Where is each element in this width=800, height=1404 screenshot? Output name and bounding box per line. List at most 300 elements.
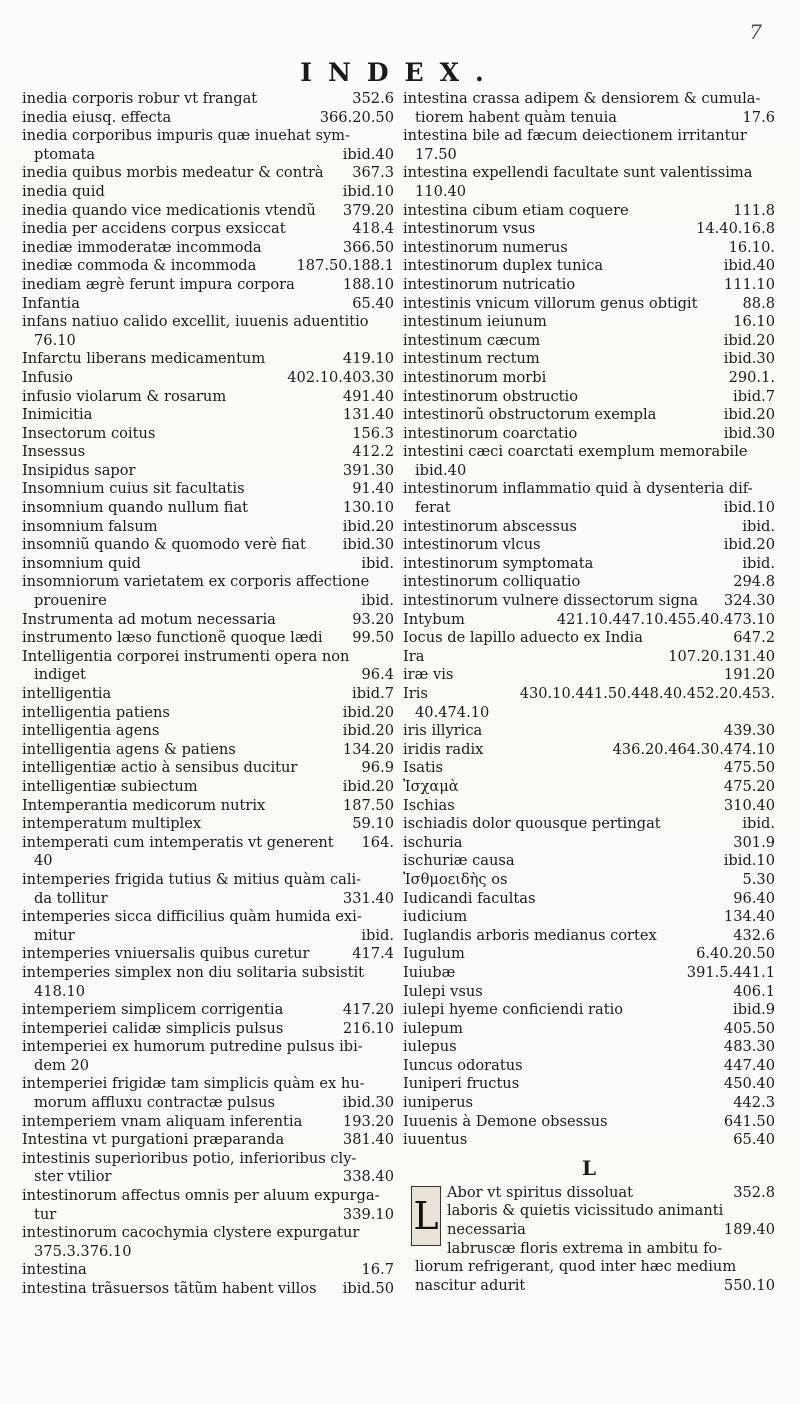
index-entry xyxy=(22,164,394,183)
entry-page-ref: 96.4 xyxy=(361,666,394,684)
entry-page-ref: 59.10 xyxy=(352,815,394,833)
entry-term: intestinorum nutricatio xyxy=(403,275,576,293)
entry-term: Iulepi vsus xyxy=(403,982,483,1000)
entry-page-ref: 418.4 xyxy=(352,220,394,238)
entry-term: intestinorũ obstructorum exempla xyxy=(403,406,657,424)
index-entry xyxy=(22,109,394,128)
entry-term: iulepi hyeme conficiendi ratio xyxy=(403,1001,624,1019)
index-entry xyxy=(22,1038,394,1057)
entry-term: inediam ægrè ferunt impura corpora xyxy=(22,275,295,293)
entry-page-ref: ibid.10 xyxy=(342,182,394,200)
index-entry xyxy=(22,611,394,630)
index-entry xyxy=(403,1057,775,1076)
entry-term: iridis radix xyxy=(403,740,484,758)
index-entry xyxy=(403,1038,775,1057)
entry-term: Abor vt spiritus dissoluat xyxy=(447,1183,633,1201)
index-entry xyxy=(403,127,775,146)
entry-term: intestinorum vsus xyxy=(403,220,536,238)
entry-term: inedia per accidens corpus exsiccat xyxy=(22,220,286,238)
entry-term: intemperiei frigidæ tam simplicis quàm ex hu- xyxy=(22,1075,365,1093)
entry-term: Intestina vt purgationi præparanda xyxy=(22,1131,285,1149)
entry-term: ferat xyxy=(415,499,451,517)
entry-page-ref: ibid.20 xyxy=(342,517,394,535)
index-entry xyxy=(22,1020,394,1039)
entry-page-ref: 193.20 xyxy=(342,1112,394,1130)
entry-term: mitur xyxy=(34,926,75,944)
index-entry xyxy=(22,518,394,537)
entry-page-ref: 402.10.403.30 xyxy=(287,368,394,386)
entry-page-ref: 550.10 xyxy=(723,1276,775,1294)
index-entry xyxy=(22,220,394,239)
entry-page-ref: 93.20 xyxy=(352,610,394,628)
entry-page-ref: 381.40 xyxy=(342,1131,394,1149)
entry-page-ref: ibid.30 xyxy=(342,536,394,554)
index-entry xyxy=(22,462,394,481)
index-entry xyxy=(22,797,394,816)
index-entry xyxy=(22,871,394,890)
entry-term: Iuuenis à Demone obsessus xyxy=(403,1112,608,1130)
index-entry xyxy=(403,1184,775,1203)
entry-term: tur xyxy=(34,1205,57,1223)
entry-term: iuuentus xyxy=(403,1131,468,1149)
entry-term: Ira xyxy=(403,647,425,665)
entry-term: insomnium quid xyxy=(22,554,141,572)
entry-page-ref: 65.40 xyxy=(733,1131,775,1149)
index-entry xyxy=(22,629,394,648)
entry-page-ref: 134.40 xyxy=(723,908,775,926)
index-entry xyxy=(403,257,775,276)
entry-term: ibid.40 xyxy=(415,461,467,479)
index-entry xyxy=(22,536,394,555)
entry-term: Insomnium cuius sit facultatis xyxy=(22,480,245,498)
index-entry xyxy=(403,499,775,518)
entry-page-ref: ibid. xyxy=(742,815,775,833)
index-entry xyxy=(403,276,775,295)
entry-page-ref: ibid.40 xyxy=(342,145,394,163)
index-entry xyxy=(403,369,775,388)
entry-term: intemperati cum intemperatis vt generent xyxy=(22,833,334,851)
index-entry xyxy=(22,146,394,165)
index-entry xyxy=(22,945,394,964)
entry-term: inedia eiusq. effecta xyxy=(22,108,172,126)
entry-term: Iuncus odoratus xyxy=(403,1056,523,1074)
index-entry xyxy=(22,239,394,258)
entry-page-ref: ibid. xyxy=(361,554,394,572)
index-entry xyxy=(403,425,775,444)
index-entry xyxy=(403,239,775,258)
index-entry xyxy=(403,1258,775,1277)
entry-page-ref: 131.40 xyxy=(342,406,394,424)
index-entry xyxy=(22,1168,394,1187)
entry-page-ref: 442.3 xyxy=(733,1094,775,1112)
entry-term: 110.40 xyxy=(415,182,467,200)
entry-term: inedia quibus morbis medeatur & contrà xyxy=(22,164,324,182)
entry-page-ref: 14.40.16.8 xyxy=(696,220,775,238)
entry-page-ref: 491.40 xyxy=(342,387,394,405)
entry-term: iris illyrica xyxy=(403,722,483,740)
entry-term: intestinorum vlcus xyxy=(403,536,541,554)
entry-page-ref: ibid.20 xyxy=(342,777,394,795)
index-entry xyxy=(403,90,775,109)
index-entry xyxy=(22,834,394,853)
entry-term: Iuglandis arboris medianus cortex xyxy=(403,926,657,944)
entry-page-ref: 439.30 xyxy=(723,722,775,740)
entry-page-ref: 338.40 xyxy=(342,1168,394,1186)
entry-page-ref: 436.20.464.30.474.10 xyxy=(612,740,775,758)
index-entry xyxy=(22,778,394,797)
entry-page-ref: 65.40 xyxy=(352,294,394,312)
index-entry xyxy=(22,1206,394,1225)
index-entry xyxy=(22,1057,394,1076)
entry-page-ref: 432.6 xyxy=(733,926,775,944)
entry-page-ref: 294.8 xyxy=(733,573,775,591)
index-entry xyxy=(22,852,394,871)
entry-page-ref: 16.10 xyxy=(733,313,775,331)
entry-term: iudicium xyxy=(403,908,468,926)
entry-page-ref: ibid.10 xyxy=(723,852,775,870)
index-entry xyxy=(22,183,394,202)
index-entry xyxy=(403,852,775,871)
index-entry xyxy=(22,1094,394,1113)
index-entry xyxy=(22,127,394,146)
entry-page-ref: 301.9 xyxy=(733,833,775,851)
entry-term: ischuriæ causa xyxy=(403,852,515,870)
index-entry xyxy=(22,499,394,518)
index-entry xyxy=(403,555,775,574)
index-entry xyxy=(403,332,775,351)
entry-page-ref: 447.40 xyxy=(723,1056,775,1074)
index-entry xyxy=(403,536,775,555)
index-entry xyxy=(22,1224,394,1243)
index-entry xyxy=(403,350,775,369)
index-entry xyxy=(22,1150,394,1169)
entry-page-ref: 450.40 xyxy=(723,1075,775,1093)
entry-page-ref: 91.40 xyxy=(352,480,394,498)
entry-page-ref: 16.10. xyxy=(728,238,775,256)
entry-term: da tollitur xyxy=(34,889,108,907)
entry-term: intestina expellendi facultate sunt valentissima xyxy=(403,164,753,182)
index-entry xyxy=(22,350,394,369)
entry-term: intelligentia agens xyxy=(22,722,160,740)
index-entry xyxy=(403,220,775,239)
entry-page-ref: 421.10.447.10.455.40.473.10 xyxy=(556,610,775,628)
entry-page-ref: ibid.40 xyxy=(723,257,775,275)
entry-term: intestinum ieiunum xyxy=(403,313,547,331)
index-entry xyxy=(22,90,394,109)
entry-term: ischuria xyxy=(403,833,463,851)
index-entry xyxy=(22,722,394,741)
entry-page-ref: 16.7 xyxy=(361,1261,394,1279)
entry-term: 76.10 xyxy=(34,331,76,349)
entry-term: inediæ immoderatæ incommoda xyxy=(22,238,262,256)
entry-page-ref: 417.4 xyxy=(352,945,394,963)
entry-term: Ischias xyxy=(403,796,455,814)
index-entry xyxy=(403,666,775,685)
entry-term: Ἰσχαμὰ xyxy=(403,777,459,795)
index-entry xyxy=(22,202,394,221)
entry-term: Infantia xyxy=(22,294,80,312)
entry-term: intestina crassa adipem & densiorem & cumula- xyxy=(403,90,761,107)
entry-term: 17.50 xyxy=(415,145,457,163)
index-entry xyxy=(22,1131,394,1150)
index-entry xyxy=(403,462,775,481)
index-entry xyxy=(22,890,394,909)
entry-term: intestinorum numerus xyxy=(403,238,568,256)
entry-term: insomniũ quando & quomodo verè fiat xyxy=(22,536,306,554)
index-entry xyxy=(403,704,775,723)
entry-term: prouenire xyxy=(34,592,107,610)
entry-page-ref: ibid.20 xyxy=(342,722,394,740)
index-entry xyxy=(403,202,775,221)
entry-page-ref: 6.40.20.50 xyxy=(696,945,775,963)
index-entry xyxy=(403,685,775,704)
entry-term: Iocus de lapillo aduecto ex India xyxy=(403,629,643,647)
entry-term: 40 xyxy=(34,852,53,870)
index-entry xyxy=(22,1261,394,1280)
index-entry xyxy=(403,629,775,648)
index-entry xyxy=(403,1131,775,1150)
entry-term: ptomata xyxy=(34,145,96,163)
index-entry xyxy=(403,1221,775,1240)
entry-term: intemperies frigida tutius & mitius quàm cali- xyxy=(22,870,362,888)
entry-page-ref: 641.50 xyxy=(723,1112,775,1130)
index-entry xyxy=(403,1240,775,1259)
index-entry xyxy=(22,1001,394,1020)
index-entry xyxy=(22,425,394,444)
entry-term: intestinum cæcum xyxy=(403,331,541,349)
entry-page-ref: ibid. xyxy=(361,592,394,610)
entry-page-ref: 379.20 xyxy=(342,201,394,219)
index-entry xyxy=(22,1280,394,1299)
entry-term: intestinorum obstructio xyxy=(403,387,578,405)
index-entry xyxy=(403,1075,775,1094)
drop-cap: L xyxy=(411,1186,441,1246)
entry-term: intestinorum morbi xyxy=(403,368,547,386)
entry-term: liorum refrigerant, quod inter hæc medium xyxy=(415,1258,737,1276)
entry-term: intestina trãsuersos tãtũm habent villos xyxy=(22,1280,317,1297)
entry-term: Intelligentia corporei instrumenti opera non xyxy=(22,647,350,665)
entry-term: 40.474.10 xyxy=(415,703,490,721)
entry-page-ref: 352.6 xyxy=(352,90,394,107)
index-entry xyxy=(22,704,394,723)
entry-term: laboris & quietis vicissitudo animanti xyxy=(447,1202,724,1220)
entry-page-ref: 88.8 xyxy=(742,294,775,312)
entry-term: instrumento læso functionẽ quoque lædi xyxy=(22,629,323,647)
entry-term: intemperiem simplicem corrigentia xyxy=(22,1001,284,1019)
entry-page-ref: 96.9 xyxy=(361,759,394,777)
entry-term: Inimicitia xyxy=(22,406,93,424)
entry-page-ref: ibid.7 xyxy=(352,685,394,702)
entry-term: Intybum xyxy=(403,610,465,628)
entry-page-ref: 156.3 xyxy=(352,424,394,442)
index-entry xyxy=(22,369,394,388)
index-entry xyxy=(403,388,775,407)
entry-term: Insessus xyxy=(22,443,86,461)
entry-term: nascitur adurit xyxy=(415,1276,526,1294)
index-entry xyxy=(403,480,775,499)
index-entry xyxy=(22,443,394,462)
entry-term: insomniorum varietatem ex corporis affectione xyxy=(22,573,370,591)
entry-term: intelligentia agens & patiens xyxy=(22,740,236,758)
entry-page-ref: ibid.30 xyxy=(723,350,775,368)
index-entry xyxy=(403,945,775,964)
entry-term: infusio violarum & rosarum xyxy=(22,387,227,405)
entry-page-ref: 647.2 xyxy=(733,629,775,647)
entry-term: intestinorum duplex tunica xyxy=(403,257,604,275)
entry-term: intemperies vniuersalis quibus curetur xyxy=(22,945,310,963)
index-entry xyxy=(22,388,394,407)
entry-term: intestina bile ad fæcum deiectionem irritantur xyxy=(403,127,747,145)
entry-term: intestinorum affectus omnis per aluum expurga- xyxy=(22,1187,380,1205)
entry-term: intelligentiæ actio à sensibus ducitur xyxy=(22,759,298,777)
entry-term: intestina xyxy=(22,1261,87,1279)
index-entry xyxy=(22,1243,394,1262)
entry-term: Insectorum coitus xyxy=(22,424,156,442)
left-column xyxy=(22,90,394,1299)
entry-page-ref: 367.3 xyxy=(352,164,394,182)
entry-page-ref: ibid.30 xyxy=(342,1094,394,1112)
index-entry xyxy=(403,890,775,909)
page-mark: 7 xyxy=(749,20,762,44)
entry-page-ref: 391.30 xyxy=(342,461,394,479)
entry-page-ref: 111.10 xyxy=(723,275,775,293)
entry-term: Isatis xyxy=(403,759,443,777)
index-entry xyxy=(403,164,775,183)
entry-page-ref: 483.30 xyxy=(723,1038,775,1056)
entry-term: intemperiei calidæ simplicis pulsus xyxy=(22,1019,284,1037)
right-column xyxy=(403,90,775,1295)
index-entry xyxy=(403,722,775,741)
index-entry xyxy=(403,1113,775,1132)
entry-page-ref: ibid. xyxy=(361,926,394,944)
index-entry xyxy=(403,815,775,834)
index-entry xyxy=(22,908,394,927)
entry-page-ref: 366.20.50 xyxy=(319,108,394,126)
entry-page-ref: 331.40 xyxy=(342,889,394,907)
entry-term: insomnium quando nullum fiat xyxy=(22,499,249,517)
entry-term: intestinis superioribus potio, inferioribus cly- xyxy=(22,1149,357,1167)
index-entry xyxy=(403,406,775,425)
index-entry xyxy=(403,1094,775,1113)
entry-page-ref: 324.30 xyxy=(723,592,775,610)
entry-page-ref: 5.30 xyxy=(742,870,775,888)
index-entry xyxy=(22,815,394,834)
entry-term: intestinorum coarctatio xyxy=(403,424,578,442)
entry-page-ref: 99.50 xyxy=(352,629,394,647)
entry-term: inedia quando vice medicationis vtendũ xyxy=(22,201,316,219)
entry-page-ref: 191.20 xyxy=(723,666,775,684)
index-entry xyxy=(403,146,775,165)
entry-page-ref: 391.5.441.1 xyxy=(686,963,775,981)
index-entry xyxy=(403,109,775,128)
index-entry xyxy=(403,759,775,778)
entry-term: intemperies sicca difficilius quàm humida exi- xyxy=(22,908,362,926)
index-entry xyxy=(22,295,394,314)
entry-term: intestinorum abscessus xyxy=(403,517,577,535)
index-entry xyxy=(403,573,775,592)
index-entry xyxy=(403,592,775,611)
entry-page-ref: 405.50 xyxy=(723,1019,775,1037)
entry-page-ref: 417.20 xyxy=(342,1001,394,1019)
index-entry xyxy=(22,648,394,667)
entry-term: Iris xyxy=(403,685,428,702)
index-entry xyxy=(403,964,775,983)
entry-page-ref: 412.2 xyxy=(352,443,394,461)
entry-term: insomnium falsum xyxy=(22,517,158,535)
entry-page-ref: ibid.30 xyxy=(723,424,775,442)
entry-term: Iuiubæ xyxy=(403,963,456,981)
entry-term: intemperiei ex humorum putredine pulsus ibi- xyxy=(22,1038,363,1056)
entry-term: inedia corporibus impuris quæ inuehat sym- xyxy=(22,127,350,145)
entry-term: Instrumenta ad motum necessaria xyxy=(22,610,276,628)
index-entry xyxy=(403,295,775,314)
entry-page-ref: 406.1 xyxy=(733,982,775,1000)
index-entry xyxy=(403,443,775,462)
entry-page-ref: 189.40 xyxy=(723,1221,775,1239)
entry-page-ref: ibid.9 xyxy=(733,1001,775,1019)
entry-page-ref: 475.50 xyxy=(723,759,775,777)
entry-term: 375.3.376.10 xyxy=(34,1242,132,1260)
index-entry xyxy=(22,573,394,592)
entry-term: intestinorum cacochymia clystere expurgatur xyxy=(22,1224,360,1242)
entry-page-ref: 310.40 xyxy=(723,796,775,814)
index-entry xyxy=(403,778,775,797)
index-entry xyxy=(403,518,775,537)
index-entry xyxy=(22,983,394,1002)
entry-page-ref: 164. xyxy=(361,833,394,851)
entry-page-ref: 134.20 xyxy=(342,740,394,758)
index-entry xyxy=(22,313,394,332)
entry-term: inedia corporis robur vt frangat xyxy=(22,90,258,107)
index-entry xyxy=(22,406,394,425)
index-entry xyxy=(22,964,394,983)
entry-term: inedia quid xyxy=(22,182,105,200)
entry-term: iulepus xyxy=(403,1038,457,1056)
index-entry xyxy=(22,555,394,574)
entry-term: Insipidus sapor xyxy=(22,461,136,479)
entry-term: intemperiem vnam aliquam inferentia xyxy=(22,1112,303,1130)
index-entry xyxy=(403,871,775,890)
section-letter: L xyxy=(581,1155,597,1180)
index-entry xyxy=(403,611,775,630)
index-entry xyxy=(403,1020,775,1039)
entry-term: iulepum xyxy=(403,1019,463,1037)
index-entry xyxy=(22,1113,394,1132)
entry-page-ref: 111.8 xyxy=(733,201,775,219)
entry-term: tiorem habent quàm tenuia xyxy=(415,108,617,126)
entry-term: Iuniperi fructus xyxy=(403,1075,520,1093)
entry-page-ref: 130.10 xyxy=(342,499,394,517)
entry-page-ref: ibid.20 xyxy=(342,703,394,721)
entry-term: intemperatum multiplex xyxy=(22,815,202,833)
index-entry xyxy=(22,1187,394,1206)
entry-page-ref: ibid.7 xyxy=(733,387,775,405)
index-entry xyxy=(403,927,775,946)
index-entry xyxy=(403,834,775,853)
entry-term: Iugulum xyxy=(403,945,465,963)
entry-page-ref: 339.10 xyxy=(342,1205,394,1223)
entry-term: ischiadis dolor quousque pertingat xyxy=(403,815,661,833)
index-entry xyxy=(22,666,394,685)
entry-page-ref: 352.8 xyxy=(733,1183,775,1201)
entry-term: ster vtilior xyxy=(34,1168,112,1186)
index-entry xyxy=(403,1001,775,1020)
entry-term: intestina cibum etiam coquere xyxy=(403,201,629,219)
entry-page-ref: ibid. xyxy=(742,517,775,535)
entry-term: Iudicandi facultas xyxy=(403,889,536,907)
l-entries xyxy=(403,1184,775,1296)
entry-term: labruscæ floris extrema in ambitu fo- xyxy=(447,1239,723,1257)
